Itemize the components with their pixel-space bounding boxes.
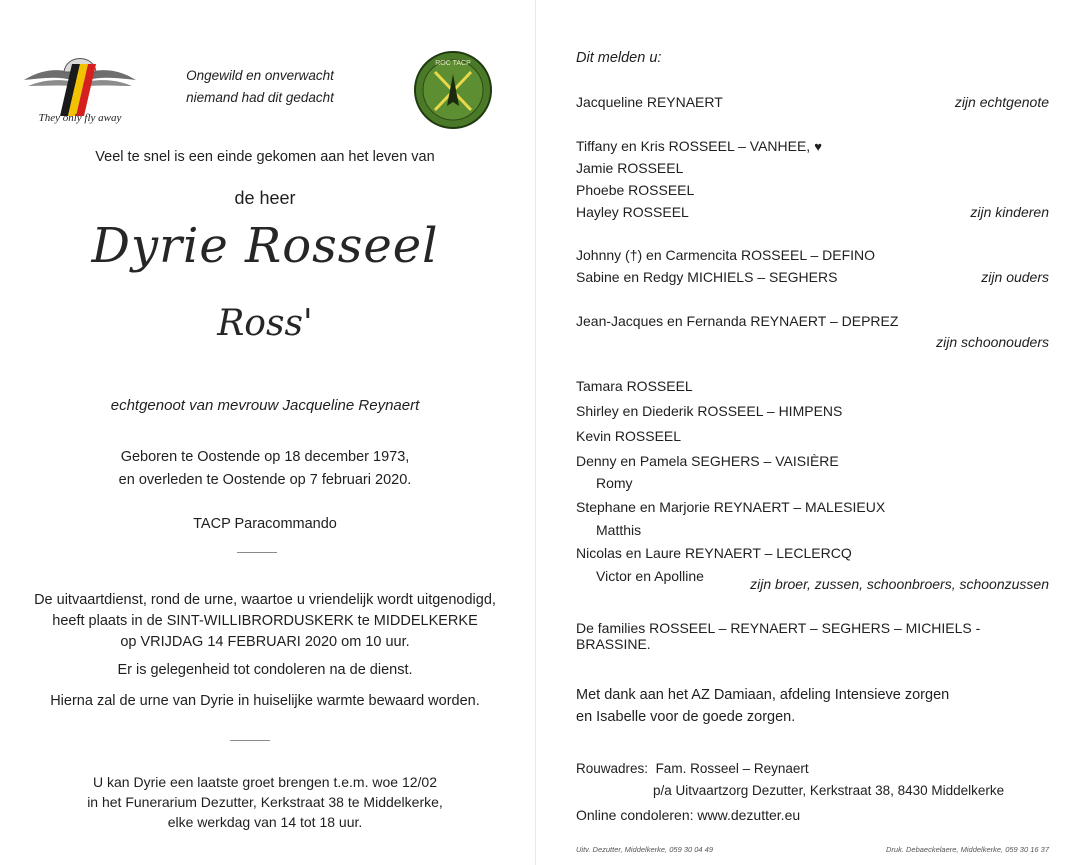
divider <box>237 552 277 553</box>
sibling-row <box>576 545 1049 561</box>
family-name: Matthis <box>596 522 642 538</box>
family-name: Sabine en Redgy MICHIELS – SEGHERS <box>576 269 838 285</box>
service-line: heeft plaats in de SINT-WILLIBRORDUSKERK te MIDDELKERKE <box>52 613 478 629</box>
thanks-line: en Isabelle voor de goede zorgen. <box>576 709 796 725</box>
footer-printer: Druk. Debaeckelaere, Middelkerke, 059 30 16 37 <box>885 845 1049 854</box>
children-row <box>576 204 1049 220</box>
family-name: De families ROSSEEL – REYNAERT – SEGHERS – MICHIELS - BRASSINE. <box>576 620 981 652</box>
sibling-row <box>576 522 1069 538</box>
death-line: en overleden te Oostende op 7 februari 2020. <box>118 472 412 488</box>
opening-quote <box>160 65 360 109</box>
tacp-badge-icon <box>413 50 493 130</box>
children-row <box>576 160 1049 176</box>
address-line: p/a Uitvaartzorg Dezutter, Kerkstraat 38, 8430 Middelkerke <box>653 783 1005 798</box>
relation-label: zijn kinderen <box>970 204 1049 220</box>
family-name: Victor en Apolline <box>596 568 704 584</box>
family-name: Tamara ROSSEEL <box>576 378 693 394</box>
relation-label: zijn schoonouders <box>936 334 1049 350</box>
page-fold <box>535 0 536 865</box>
sibling-row <box>576 403 1049 419</box>
condolence-line: Er is gelegenheid tot condoleren na de dienst. <box>117 662 413 678</box>
footer-undertaker: Uitv. Dezutter, Middelkerke, 059 30 04 49 <box>576 845 714 854</box>
mourning-address <box>576 758 1004 802</box>
family-name: Jean-Jacques en Fernanda REYNAERT – DEPREZ <box>576 313 899 329</box>
parents-row <box>576 269 1049 285</box>
quote-line: niemand had dit gedacht <box>186 90 334 105</box>
visit-line: in het Funerarium Dezutter, Kerkstraat 38 te Middelkerke, <box>87 794 443 810</box>
birth-death-block <box>0 446 530 492</box>
family-name: Tiffany en Kris ROSSEEL – VANHEE, <box>576 138 811 154</box>
left-page <box>0 0 530 865</box>
badge-text: ROC TACP <box>435 60 471 67</box>
sibling-row <box>576 499 1049 515</box>
unit-line: TACP Paracommando <box>193 516 337 532</box>
relation-label: zijn broer, zussen, schoonbroers, schoonzussen <box>750 576 1049 592</box>
online-condolence: Online condoleren: www.dezutter.eu <box>576 807 801 823</box>
family-name: Phoebe ROSSEEL <box>576 182 695 198</box>
family-name: Kevin ROSSEEL <box>576 428 682 444</box>
visitation-block <box>0 772 530 832</box>
deceased-nickname: Ross' <box>217 303 313 344</box>
relation-label: zijn echtgenote <box>954 94 1049 110</box>
family-name: Shirley en Diederik ROSSEEL – HIMPENS <box>576 403 843 419</box>
family-name: Nicolas en Laure REYNAERT – LECLERCQ <box>576 545 852 561</box>
family-name: Denny en Pamela SEGHERS – VAISIÈRE <box>576 453 839 469</box>
sibling-row <box>576 453 1049 469</box>
deceased-name: Dyrie Rosseel <box>91 218 439 274</box>
service-line: De uitvaartdienst, rond de urne, waartoe u vriendelijk wordt uitgenodigd, <box>34 592 496 608</box>
heart-icon: ♥ <box>814 139 822 154</box>
spouse-line: echtgenoot van mevrouw Jacqueline Reynaert <box>110 397 420 414</box>
parents-row <box>576 247 1049 263</box>
sibling-row <box>576 428 1049 444</box>
quote-line: Ongewild en onverwacht <box>186 68 334 83</box>
family-name: Johnny (†) en Carmencita ROSSEEL – DEFINO <box>576 247 876 263</box>
family-name: Jamie ROSSEEL <box>576 160 684 176</box>
honorific: de heer <box>234 188 296 208</box>
sibling-row <box>576 475 1069 491</box>
service-block <box>0 590 530 653</box>
sibling-row <box>576 378 1049 394</box>
relation-label: zijn ouders <box>981 269 1049 285</box>
family-name: Stephane en Marjorie REYNAERT – MALESIEUX <box>576 499 886 515</box>
announcement-intro: Dit melden u: <box>576 50 662 66</box>
family-name: Romy <box>596 475 633 491</box>
right-page <box>540 0 1076 865</box>
visit-line: elke werkdag van 14 tot 18 uur. <box>167 814 363 830</box>
address-label: Rouwadres: <box>576 761 649 776</box>
family-name: Jacqueline REYNAERT <box>576 94 723 110</box>
address-name: Fam. Rosseel – Reynaert <box>655 761 809 776</box>
emblem-motto: They only fly away <box>38 112 122 124</box>
thanks-block <box>576 684 949 728</box>
visit-line: U kan Dyrie een laatste groet brengen t.e.m. woe 12/02 <box>93 774 437 790</box>
intro-line: Veel te snel is een einde gekomen aan het leven van <box>95 149 435 165</box>
birth-line: Geboren te Oostende op 18 december 1973, <box>120 449 410 465</box>
thanks-line: Met dank aan het AZ Damiaan, afdeling Intensieve zorgen <box>576 687 950 703</box>
family-name: Hayley ROSSEEL <box>576 204 689 220</box>
children-row <box>576 138 1049 154</box>
inlaws-row <box>576 313 1049 329</box>
urn-line: Hierna zal de urne van Dyrie in huiselijke warmte bewaard worden. <box>50 693 480 709</box>
children-row <box>576 182 1049 198</box>
families-row <box>576 620 1049 652</box>
service-line: op VRIJDAG 14 FEBRUARI 2020 om 10 uur. <box>120 634 410 650</box>
divider <box>230 740 270 741</box>
spouse-row <box>576 94 1049 110</box>
